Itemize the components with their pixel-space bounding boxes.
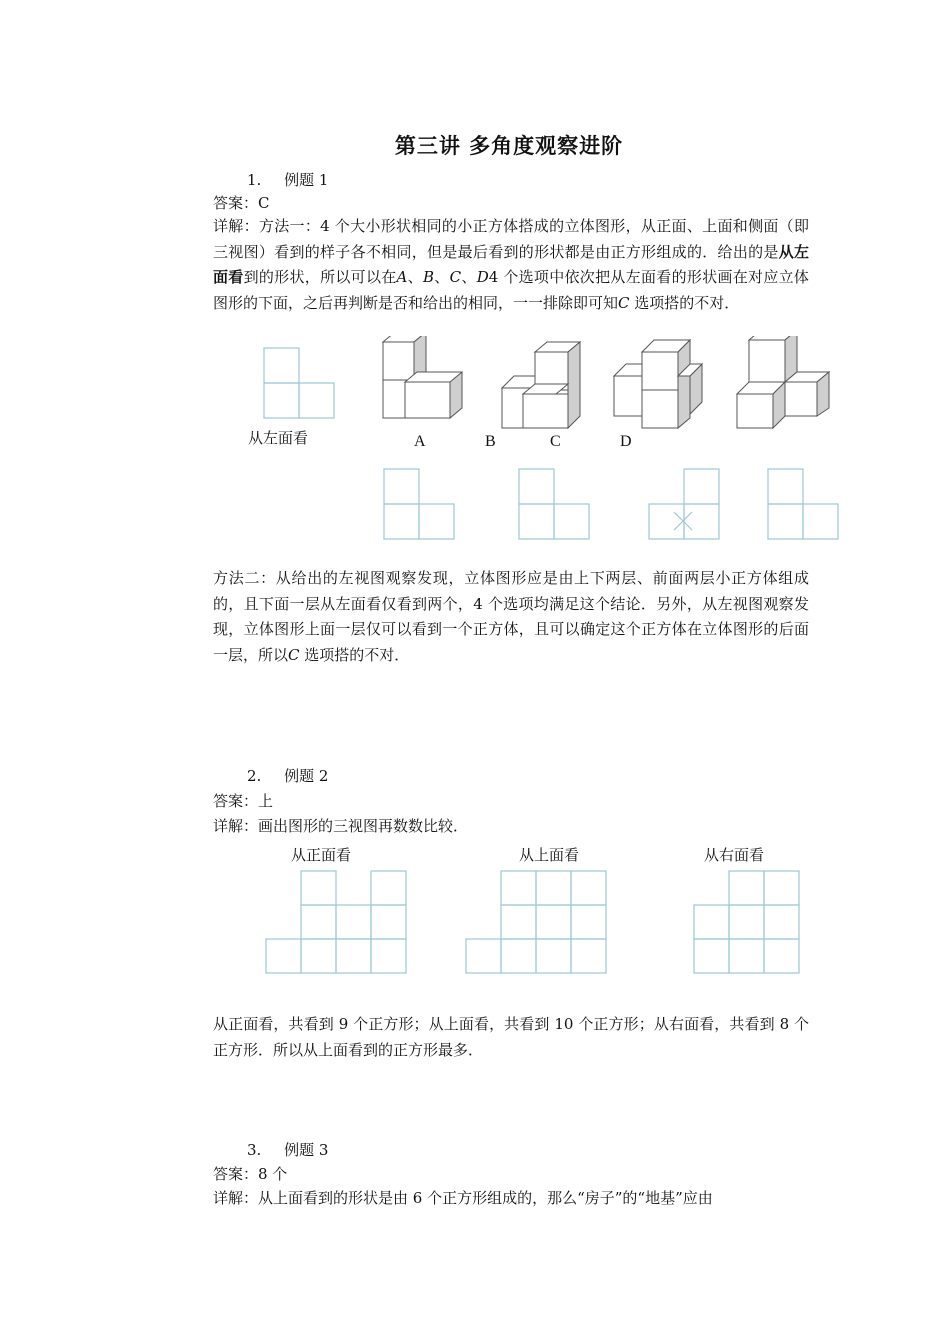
heading-text: 例题 1: [284, 171, 329, 189]
example-2-heading: [213, 764, 813, 789]
example-3-answer: 答案：8 个: [213, 1165, 288, 1183]
option-label-b: B: [485, 433, 496, 450]
example-1-heading: [213, 168, 813, 193]
option-ref: C: [288, 645, 300, 664]
option-label-c: C: [550, 433, 561, 450]
option-ref: A: [396, 268, 408, 286]
example-1-answer: 答案：C: [213, 194, 270, 212]
left-view-caption: 从左面看: [248, 429, 309, 447]
left-view-figure: [260, 345, 340, 423]
text: 4 个选项中依次把从左面看的形状画在对应立体图形的下面，之后再判断是否和给出的相同，一一排除即可知: [213, 268, 809, 312]
option-label-a: A: [414, 433, 426, 450]
example-2-answer: 答案：上: [213, 792, 274, 810]
option-a-left-view: [382, 467, 458, 543]
heading-number: 3.: [247, 1141, 262, 1159]
front-view-grid: [265, 869, 410, 977]
text: 详解：方法一：4 个大小形状相同的小正方体搭成的立体图形，从正面、上面和侧面（即三视图）看到的样子各不相同，但是最后看到的形状都是由正方形组成的．给出的是: [213, 217, 809, 261]
example-1-method-1: [213, 214, 809, 316]
top-view-caption: 从上面看: [519, 846, 580, 864]
text: 选项搭的不对．: [299, 645, 410, 664]
right-view-caption: 从右面看: [704, 846, 765, 864]
option-ref: C: [618, 293, 630, 312]
option-c-left-view: [647, 467, 723, 543]
example-3-heading: [213, 1138, 813, 1163]
keyword-left-view: 从左面看: [213, 242, 809, 286]
text: 到的形状，所以可以在: [243, 268, 397, 286]
option-label-d: D: [620, 433, 632, 450]
option-b-left-view: [517, 467, 593, 543]
text: 选项搭的不对．: [629, 293, 740, 312]
option-ref: D: [476, 268, 489, 286]
heading-number: 1.: [247, 171, 262, 189]
text: 、: [461, 268, 477, 286]
text: 方法二：从给出的左视图观察发现，立体图形应是由上下两层、前面两层小正方体组成的，且下面一层从左面看仅看到两个，4 个选项均满足这个结论．另外，从左视图观察发现，立体图形上面一层仅可以看到一个正方体，且可以确定这个正方体在立体图形的后面一层，所以: [213, 569, 809, 664]
text: 、: [407, 268, 423, 286]
front-view-caption: 从正面看: [291, 846, 352, 864]
cube-option-b: [500, 336, 590, 436]
example-1-method-2: [213, 566, 809, 668]
heading-text: 例题 2: [284, 767, 329, 785]
heading-text: 例题 3: [284, 1141, 329, 1159]
heading-number: 2.: [247, 767, 262, 785]
option-d-left-view: [766, 467, 842, 543]
example-3-detail: 详解：从上面看到的形状是由 6 个正方形组成的，那么“房子”的“地基”应由: [213, 1189, 713, 1207]
example-2-detail: 详解：画出图形的三视图再数数比较．: [213, 817, 469, 835]
cube-option-c: [612, 336, 707, 436]
example-2-conclusion: 从正面看，共看到 9 个正方形；从上面看，共看到 10 个正方形；从右面看，共看到 8 个正方形．所以从上面看到的正方形最多．: [213, 1015, 809, 1059]
cube-option-a: [378, 336, 468, 436]
option-ref: C: [449, 268, 462, 286]
cube-option-d: [735, 336, 835, 436]
page-title: 第三讲 多角度观察进阶: [394, 134, 624, 158]
right-view-grid: [693, 869, 803, 977]
top-view-grid: [465, 869, 610, 977]
option-ref: B: [422, 268, 435, 286]
text: 、: [434, 268, 450, 286]
